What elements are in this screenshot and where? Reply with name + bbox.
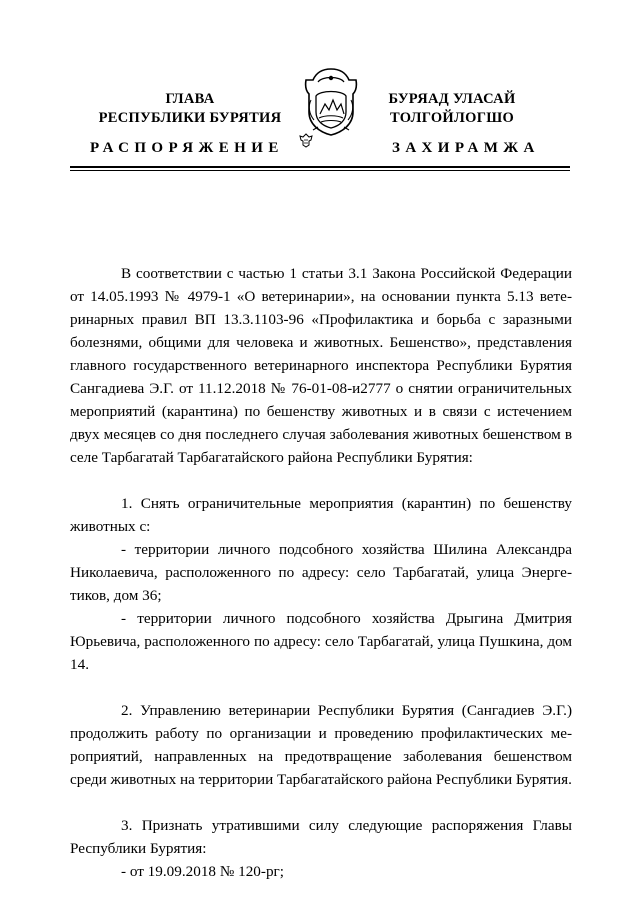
item-2-paragraph: 2. Управлению ветеринарии Республики Бурятия (Сангадиев Э.Г.) продолжить работу по организации и проведению профилактических мероприятий, направленных на предотвращение заболевания бешенством среди животных на территории Тарбагатайского района Республики Бурятия. xyxy=(70,702,572,788)
item-3-subitem-a: - от 19.09.2018 № 120-рг; xyxy=(121,863,284,880)
issuer-left-subtitle: РЕСПУБЛИКИ БУРЯТИЯ xyxy=(98,110,282,126)
issuer-right xyxy=(362,90,542,128)
issuer-right-subtitle: ТОЛГОЙЛОГШО xyxy=(389,110,515,126)
item-1-subitem-b: - территории личного подсобного хозяйства Дрыгина Дмитрия Юрьевича, расположенного по адресу: село Тарбагатай, улица Пушкина, дом 14. xyxy=(70,610,572,673)
issuer-left xyxy=(90,90,290,128)
document-type-left: РАСПОРЯЖЕНИЕ xyxy=(90,140,284,156)
item-3-paragraph: 3. Признать утратившими силу следующие распоряжения Главы Республики Бурятия: xyxy=(70,817,572,857)
header-divider-thin xyxy=(70,170,570,171)
item-1-paragraph: 1. Снять ограничительные мероприятия (карантин) по бешенству животных с: xyxy=(70,495,572,535)
issuer-right-title: БУРЯАД УЛАСАЙ xyxy=(388,91,516,107)
document-type-right: ЗАХИРАМЖА xyxy=(392,140,540,156)
buryatia-coat-of-arms-icon xyxy=(300,66,362,138)
item-1-subitem-a: - территории личного подсобного хозяйства Шилина Александра Николаевича, расположенного по адресу: село Тарбагатай, улица Энергетиков, дом 36; xyxy=(70,541,572,604)
small-emblem-icon xyxy=(298,132,314,148)
document-body xyxy=(70,262,572,883)
issuer-left-title: ГЛАВА xyxy=(165,91,215,107)
header-divider-thick xyxy=(70,166,570,168)
preamble-paragraph: В соответствии с частью 1 статьи 3.1 Закона Российской Федерации от 14.05.1993 № 4979-1 «О ветеринарии», на основании пункта 5.13 ветеринарных правил ВП 13.3.1103-96 «Профилактика и борьба с заразными болезнями, общими для человека и животных. Бешенство», представления главного государственного ветеринарного инспектора Республики Бурятия Сангадиева Э.Г. от 11.12.2018 № 76-01-08-и2777 о снятии ограничительных мероприятий (карантина) по бешенству животных и в связи с истечением двух месяцев со дня последнего случая заболевания животных бешенством в селе Тарбагатай Тарбагатайского района Республики Бурятия: xyxy=(70,265,572,466)
